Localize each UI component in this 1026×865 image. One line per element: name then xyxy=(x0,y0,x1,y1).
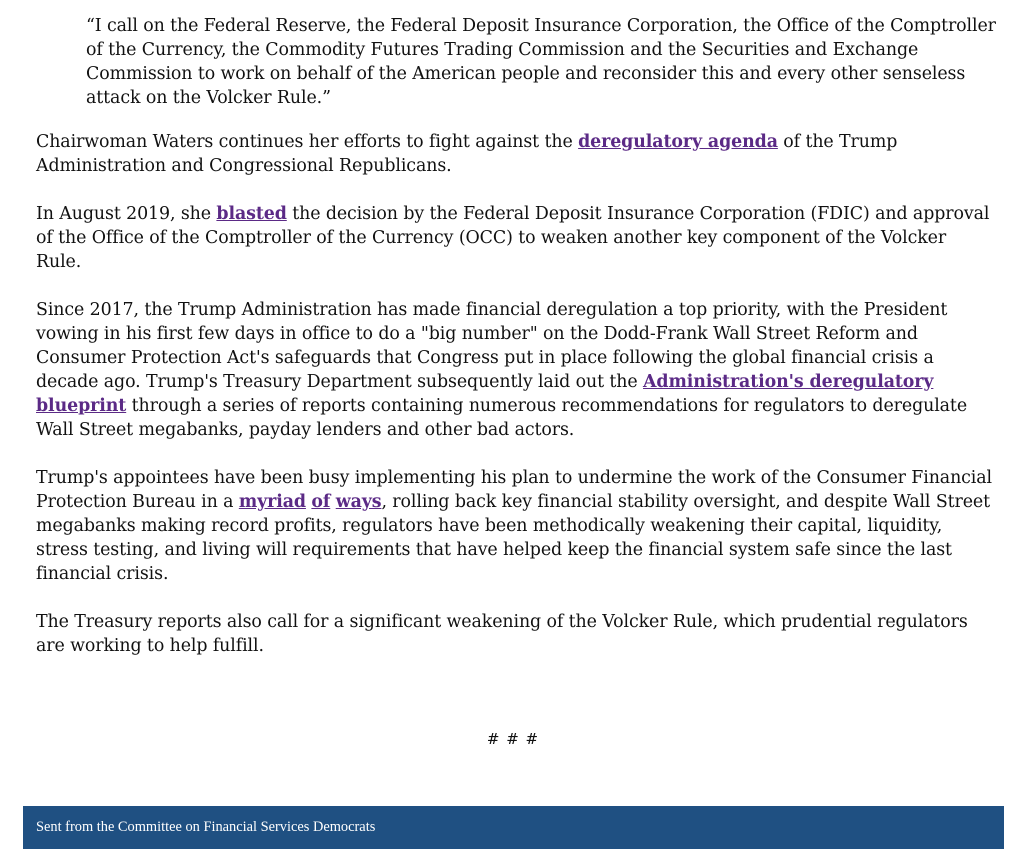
paragraph-august-2019 xyxy=(36,202,996,274)
deregulatory-agenda-link[interactable]: deregulatory agenda xyxy=(578,132,778,152)
paragraph-text: of the Trump Administration and Congressional Republicans. xyxy=(36,132,898,176)
deregulatory-blueprint-link[interactable]: Administration's deregulatory blueprint xyxy=(36,372,934,416)
paragraph-text: Trump's appointees have been busy implementing his plan to undermine the work of the Consumer Financial Protection Bureau in a xyxy=(36,468,993,512)
paragraph-text: the decision by the Federal Deposit Insurance Corporation (FDIC) and approval of the Office of the Comptroller of the Currency (OCC) to weaken another key component of the Volcker Rule. xyxy=(36,204,990,272)
paragraph-text: Chairwoman Waters continues her efforts to fight against the xyxy=(36,132,579,152)
myriad-link[interactable]: myriad xyxy=(238,492,306,512)
of-link[interactable]: of xyxy=(311,492,331,512)
paragraph-text: through a series of reports containing numerous recommendations for regulators to deregulate Wall Street megabanks, payday lenders and other bad actors. xyxy=(36,396,968,440)
paragraph-treasury-reports: The Treasury reports also call for a significant weakening of the Volcker Rule, which prudential regulators are working to help fulfill. xyxy=(36,612,968,656)
footer-banner xyxy=(23,806,1004,849)
end-marker: # # # xyxy=(486,730,540,748)
paragraph-text: In August 2019, she xyxy=(36,204,217,224)
blasted-link[interactable]: blasted xyxy=(216,204,287,224)
quote-paragraph: “I call on the Federal Reserve, the Federal Deposit Insurance Corporation, the Office of the Comptroller of the Currency, the Commodity Futures Trading Commission and the Securities and Exchange Commission to work on behalf of the American people and reconsider this and every other senseless attack on the Volcker Rule.” xyxy=(86,16,996,108)
paragraph-appointees xyxy=(36,466,996,586)
paragraph-since-2017 xyxy=(36,298,996,442)
paragraph-text: Since 2017, the Trump Administration has made financial deregulation a top priority, with the President vowing in his first few days in office to do a "big number" on the Dodd-Frank Wall Street Reform and Consumer Protection Act's safeguards that Congress put in place following the global financial crisis a decade ago. Trump's Treasury Department subsequently laid out the xyxy=(36,300,948,392)
footer-text: Sent from the Committee on Financial Services Democrats xyxy=(36,819,376,835)
article-body xyxy=(36,14,996,682)
ways-link[interactable]: ways xyxy=(335,492,382,512)
paragraph-text: , rolling back key financial stability oversight, and despite Wall Street megabanks making record profits, regulators have been methodically weakening their capital, liquidity, stress testing, and living will requirements that have helped keep the financial system safe since the last financial crisis. xyxy=(36,492,991,584)
paragraph-agenda xyxy=(36,130,996,178)
